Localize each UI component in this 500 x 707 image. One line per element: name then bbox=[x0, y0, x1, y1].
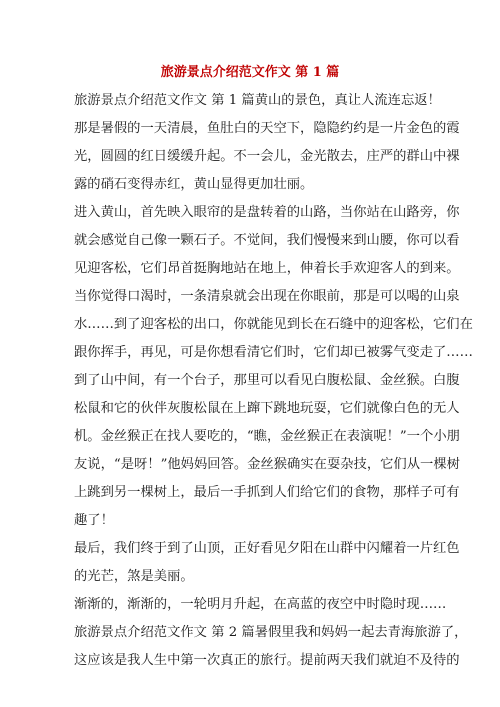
text-line: 松鼠和它的伙伴灰腹松鼠在上蹿下跳地玩耍，它们就像白色的无人 bbox=[74, 401, 460, 416]
text-line: 渐渐的，渐渐的，一轮明月升起，在高蓝的夜空中时隐时现…… bbox=[74, 597, 447, 612]
text-line: 见迎客松，它们昂首挺胸地站在地上，伸着长手欢迎客人的到来。 bbox=[74, 261, 460, 276]
text-line: 跟你挥手，再见，可是你想看清它们时，它们却已被雾气变走了…… bbox=[74, 345, 473, 360]
text-line: 友说，“是呀！”他妈妈回答。金丝猴确实在耍杂技，它们从一棵树 bbox=[74, 457, 460, 472]
text-line: 当你觉得口渴时，一条清泉就会出现在你眼前，那是可以喝的山泉 bbox=[74, 289, 460, 304]
text-line: 机。金丝猴正在找人要吃的，“瞧，金丝猴正在表演呢！”一个小朋 bbox=[74, 429, 460, 444]
text-line: 旅游景点介绍范文作文 第 2 篇暑假里我和妈妈一起去青海旅游了， bbox=[74, 625, 468, 640]
text-line: 到了山中间，有一个台子，那里可以看见白腹松鼠、金丝猴。白腹 bbox=[74, 373, 460, 388]
text-line: 最后，我们终于到了山顶，正好看见夕阳在山群中闪耀着一片红色 bbox=[74, 541, 460, 556]
text-line: 那是暑假的一天清晨，鱼肚白的天空下，隐隐约约是一片金色的霞 bbox=[74, 121, 460, 136]
text-line: 上跳到另一棵树上，最后一手抓到人们给它们的食物，那样子可有 bbox=[74, 485, 460, 500]
text-line: 趣了！ bbox=[74, 513, 114, 528]
text-line: 这应该是我人生中第一次真正的旅行。提前两天我们就迫不及待的 bbox=[74, 653, 460, 668]
document-title: 旅游景点介绍范文作文 第 1 篇 bbox=[160, 65, 340, 80]
text-line: 光，圆圆的红日缓缓升起。不一会儿，金光散去，庄严的群山中裸 bbox=[74, 149, 460, 164]
text-line: 旅游景点介绍范文作文 第 1 篇黄山的景色，真让人流连忘返！ bbox=[74, 93, 441, 108]
text-line: 露的硝石变得赤红，黄山显得更加壮丽。 bbox=[74, 177, 314, 192]
text-line: 水……到了迎客松的出口，你就能见到长在石缝中的迎客松，它们在 bbox=[74, 317, 473, 332]
text-line: 就会感觉自己像一颗石子。不觉间，我们慢慢来到山腰，你可以看 bbox=[74, 233, 460, 248]
text-line: 进入黄山，首先映入眼帘的是盘转着的山路，当你站在山路旁，你 bbox=[74, 205, 460, 220]
text-line: 的光芒，煞是美丽。 bbox=[74, 569, 194, 584]
